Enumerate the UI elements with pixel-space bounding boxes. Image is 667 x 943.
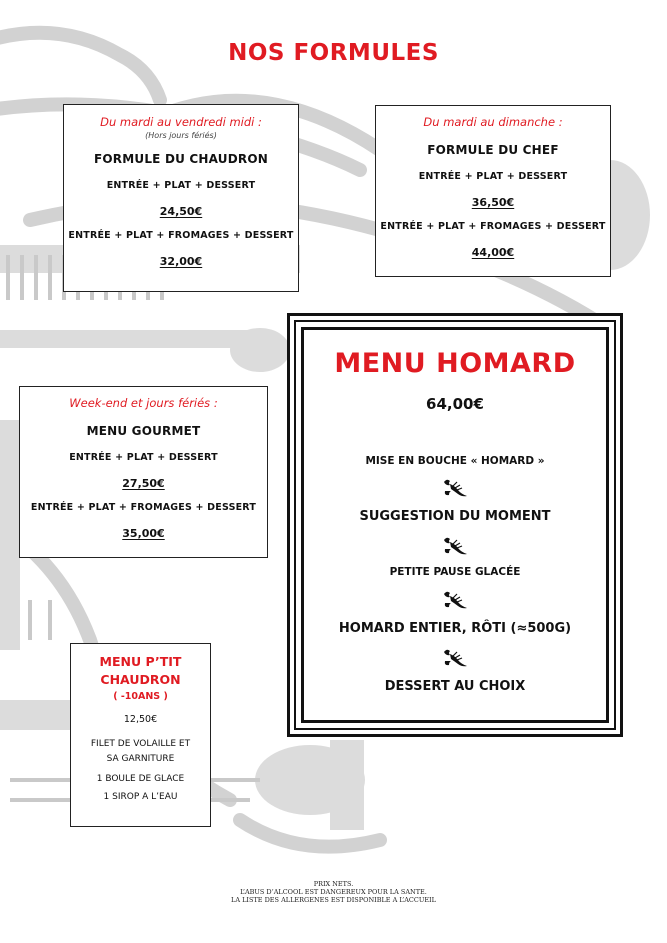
lobster-icon <box>441 477 469 499</box>
gourmet-period: Week-end et jours fériés : <box>69 396 218 410</box>
lobster-icon <box>441 647 469 669</box>
formule-chef-card <box>375 105 611 277</box>
chaudron-option-2: ENTRÉE + PLAT + FROMAGES + DESSERT <box>68 230 294 241</box>
homard-item-4: HOMARD ENTIER, RÔTI (≈500G) <box>338 621 572 636</box>
footer-line-2: L’ABUS D’ALCOOL EST DANGEREUX POUR LA SANTE. <box>240 888 427 896</box>
formule-chaudron-card <box>63 104 299 292</box>
ptit-chaudron-price: 12,50€ <box>123 714 158 725</box>
ptit-chaudron-item-1b: SA GARNITURE <box>106 754 175 764</box>
page-title: NOS FORMULES <box>228 40 439 66</box>
ptit-chaudron-item-1a: FILET DE VOLAILLE ET <box>90 739 191 749</box>
gourmet-option-1: ENTRÉE + PLAT + DESSERT <box>69 452 218 463</box>
chef-option-1: ENTRÉE + PLAT + DESSERT <box>418 171 568 182</box>
chef-price-1: 36,50€ <box>471 196 515 209</box>
lobster-icon <box>441 535 469 557</box>
homard-title: MENU HOMARD <box>334 348 576 379</box>
chef-price-2: 44,00€ <box>471 246 515 259</box>
footer-line-3: LA LISTE DES ALLERGENES EST DISPONIBLE A L’ACCUEIL <box>231 896 436 904</box>
homard-item-2: SUGGESTION DU MOMENT <box>359 509 551 524</box>
chaudron-option-1: ENTRÉE + PLAT + DESSERT <box>106 180 256 191</box>
chef-option-2: ENTRÉE + PLAT + FROMAGES + DESSERT <box>380 221 606 232</box>
menu-ptit-chaudron-card <box>70 643 211 827</box>
footer-line-1: PRIX NETS. <box>313 880 354 888</box>
lobster-icon <box>441 589 469 611</box>
chef-name: FORMULE DU CHEF <box>427 143 559 157</box>
gourmet-option-2: ENTRÉE + PLAT + FROMAGES + DESSERT <box>30 502 257 513</box>
homard-item-3: PETITE PAUSE GLACÉE <box>389 566 521 578</box>
homard-item-5: DESSERT AU CHOIX <box>384 679 526 694</box>
menu-gourmet-card <box>19 386 268 558</box>
gourmet-price-1: 27,50€ <box>122 477 165 490</box>
homard-item-1: MISE EN BOUCHE « HOMARD » <box>365 455 545 467</box>
chaudron-price-2: 32,00€ <box>159 255 203 268</box>
ptit-chaudron-item-3: 1 SIROP A L’EAU <box>103 792 178 802</box>
menu-homard-card <box>287 313 623 737</box>
ptit-chaudron-item-2: 1 BOULE DE GLACE <box>96 774 185 784</box>
homard-price: 64,00€ <box>426 395 484 413</box>
chaudron-period: Du mardi au vendredi midi : <box>100 115 262 129</box>
chaudron-price-1: 24,50€ <box>159 205 203 218</box>
legal-footer <box>0 880 667 904</box>
chaudron-name: FORMULE DU CHAUDRON <box>94 152 268 166</box>
ptit-chaudron-age: ( -10ANS ) <box>113 691 168 702</box>
gourmet-name: MENU GOURMET <box>86 424 201 438</box>
gourmet-price-2: 35,00€ <box>122 527 165 540</box>
ptit-chaudron-name-2: CHAUDRON <box>100 672 181 687</box>
chaudron-note: (Hors jours fériés) <box>145 131 217 140</box>
chef-period: Du mardi au dimanche : <box>423 115 563 129</box>
ptit-chaudron-name-1: MENU P’TIT <box>99 654 182 669</box>
